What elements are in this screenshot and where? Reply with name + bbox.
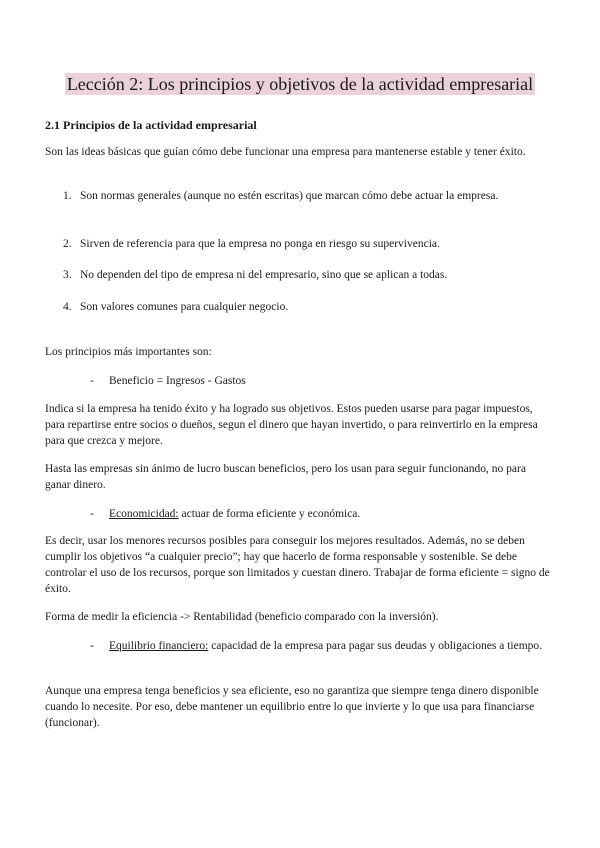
paragraph-rentabilidad: Forma de medir la eficiencia -> Rentabilidad (beneficio comparado con la inversión).: [45, 611, 439, 623]
term-equilibrio: Equilibrio financiero:: [109, 640, 209, 652]
list-text: Son normas generales (aunque no estén escritas) que marcan cómo debe actuar la empresa.: [80, 190, 499, 202]
page-title: Lección 2: Los principios y objetivos de la actividad empresarial: [66, 74, 534, 94]
dash-text: Beneficio = Ingresos - Gastos: [109, 375, 246, 387]
list-number: 1.: [63, 190, 72, 202]
dash-marker: -: [90, 375, 94, 387]
paragraph-sin-animo: Hasta las empresas sin ánimo de lucro buscan beneficios, pero los usan para seguir funcionando, no para ganar dinero.: [45, 463, 526, 491]
list-number: 4.: [63, 301, 72, 313]
list-text: Sirven de referencia para que la empresa no ponga en riesgo su supervivencia.: [80, 238, 440, 250]
dash-marker: -: [90, 508, 94, 520]
list-text: No dependen del tipo de empresa ni del empresario, sino que se aplican a todas.: [80, 269, 448, 281]
term-definition: actuar de forma eficiente y económica.: [178, 508, 361, 520]
dash-text: [109, 506, 549, 522]
list-number: 2.: [63, 238, 72, 250]
intro-paragraph: Son las ideas básicas que guían cómo debe funcionar una empresa para mantenerse estable y tener éxito.: [45, 146, 526, 158]
list-text: Son valores comunes para cualquier negocio.: [80, 301, 289, 313]
paragraph-beneficio: Indica si la empresa ha tenido éxito y ha logrado sus objetivos. Estos pueden usarse para pagar impuestos, para repartirse entre socios o dueños, segun el dinero que hayan invertido, o para reinvertirlo en la empresa para que crezca y mejore.: [45, 403, 538, 447]
term-economicidad: Economicidad:: [109, 508, 179, 520]
dash-text: [109, 638, 549, 654]
principles-intro: Los principios más importantes son:: [45, 346, 212, 358]
paragraph-equilibrio: Aunque una empresa tenga beneficios y sea eficiente, eso no garantiza que siempre tenga dinero disponible cuando lo necesite. Por eso, debe mantener un equilibrio entre lo que invierte y lo que usa para financiarse (funcionar).: [45, 685, 539, 729]
title-wrap: [0, 73, 600, 95]
paragraph-economicidad: Es decir, usar los menores recursos posibles para conseguir los mejores resultados. Además, no se deben cumplir los objetivos “a cualquier precio”; hay que hacerlo de forma responsable y sostenible. Se debe controlar el uso de los recursos, porque son limitados y cuestan dinero. Trabajar de forma eficiente = signo de éxito.: [45, 535, 550, 595]
term-definition: capacidad de la empresa para pagar sus deudas y obligaciones a tiempo.: [208, 640, 543, 652]
dash-marker: -: [90, 640, 94, 652]
list-number: 3.: [63, 269, 72, 281]
section-heading: 2.1 Principios de la actividad empresarial: [45, 118, 257, 132]
